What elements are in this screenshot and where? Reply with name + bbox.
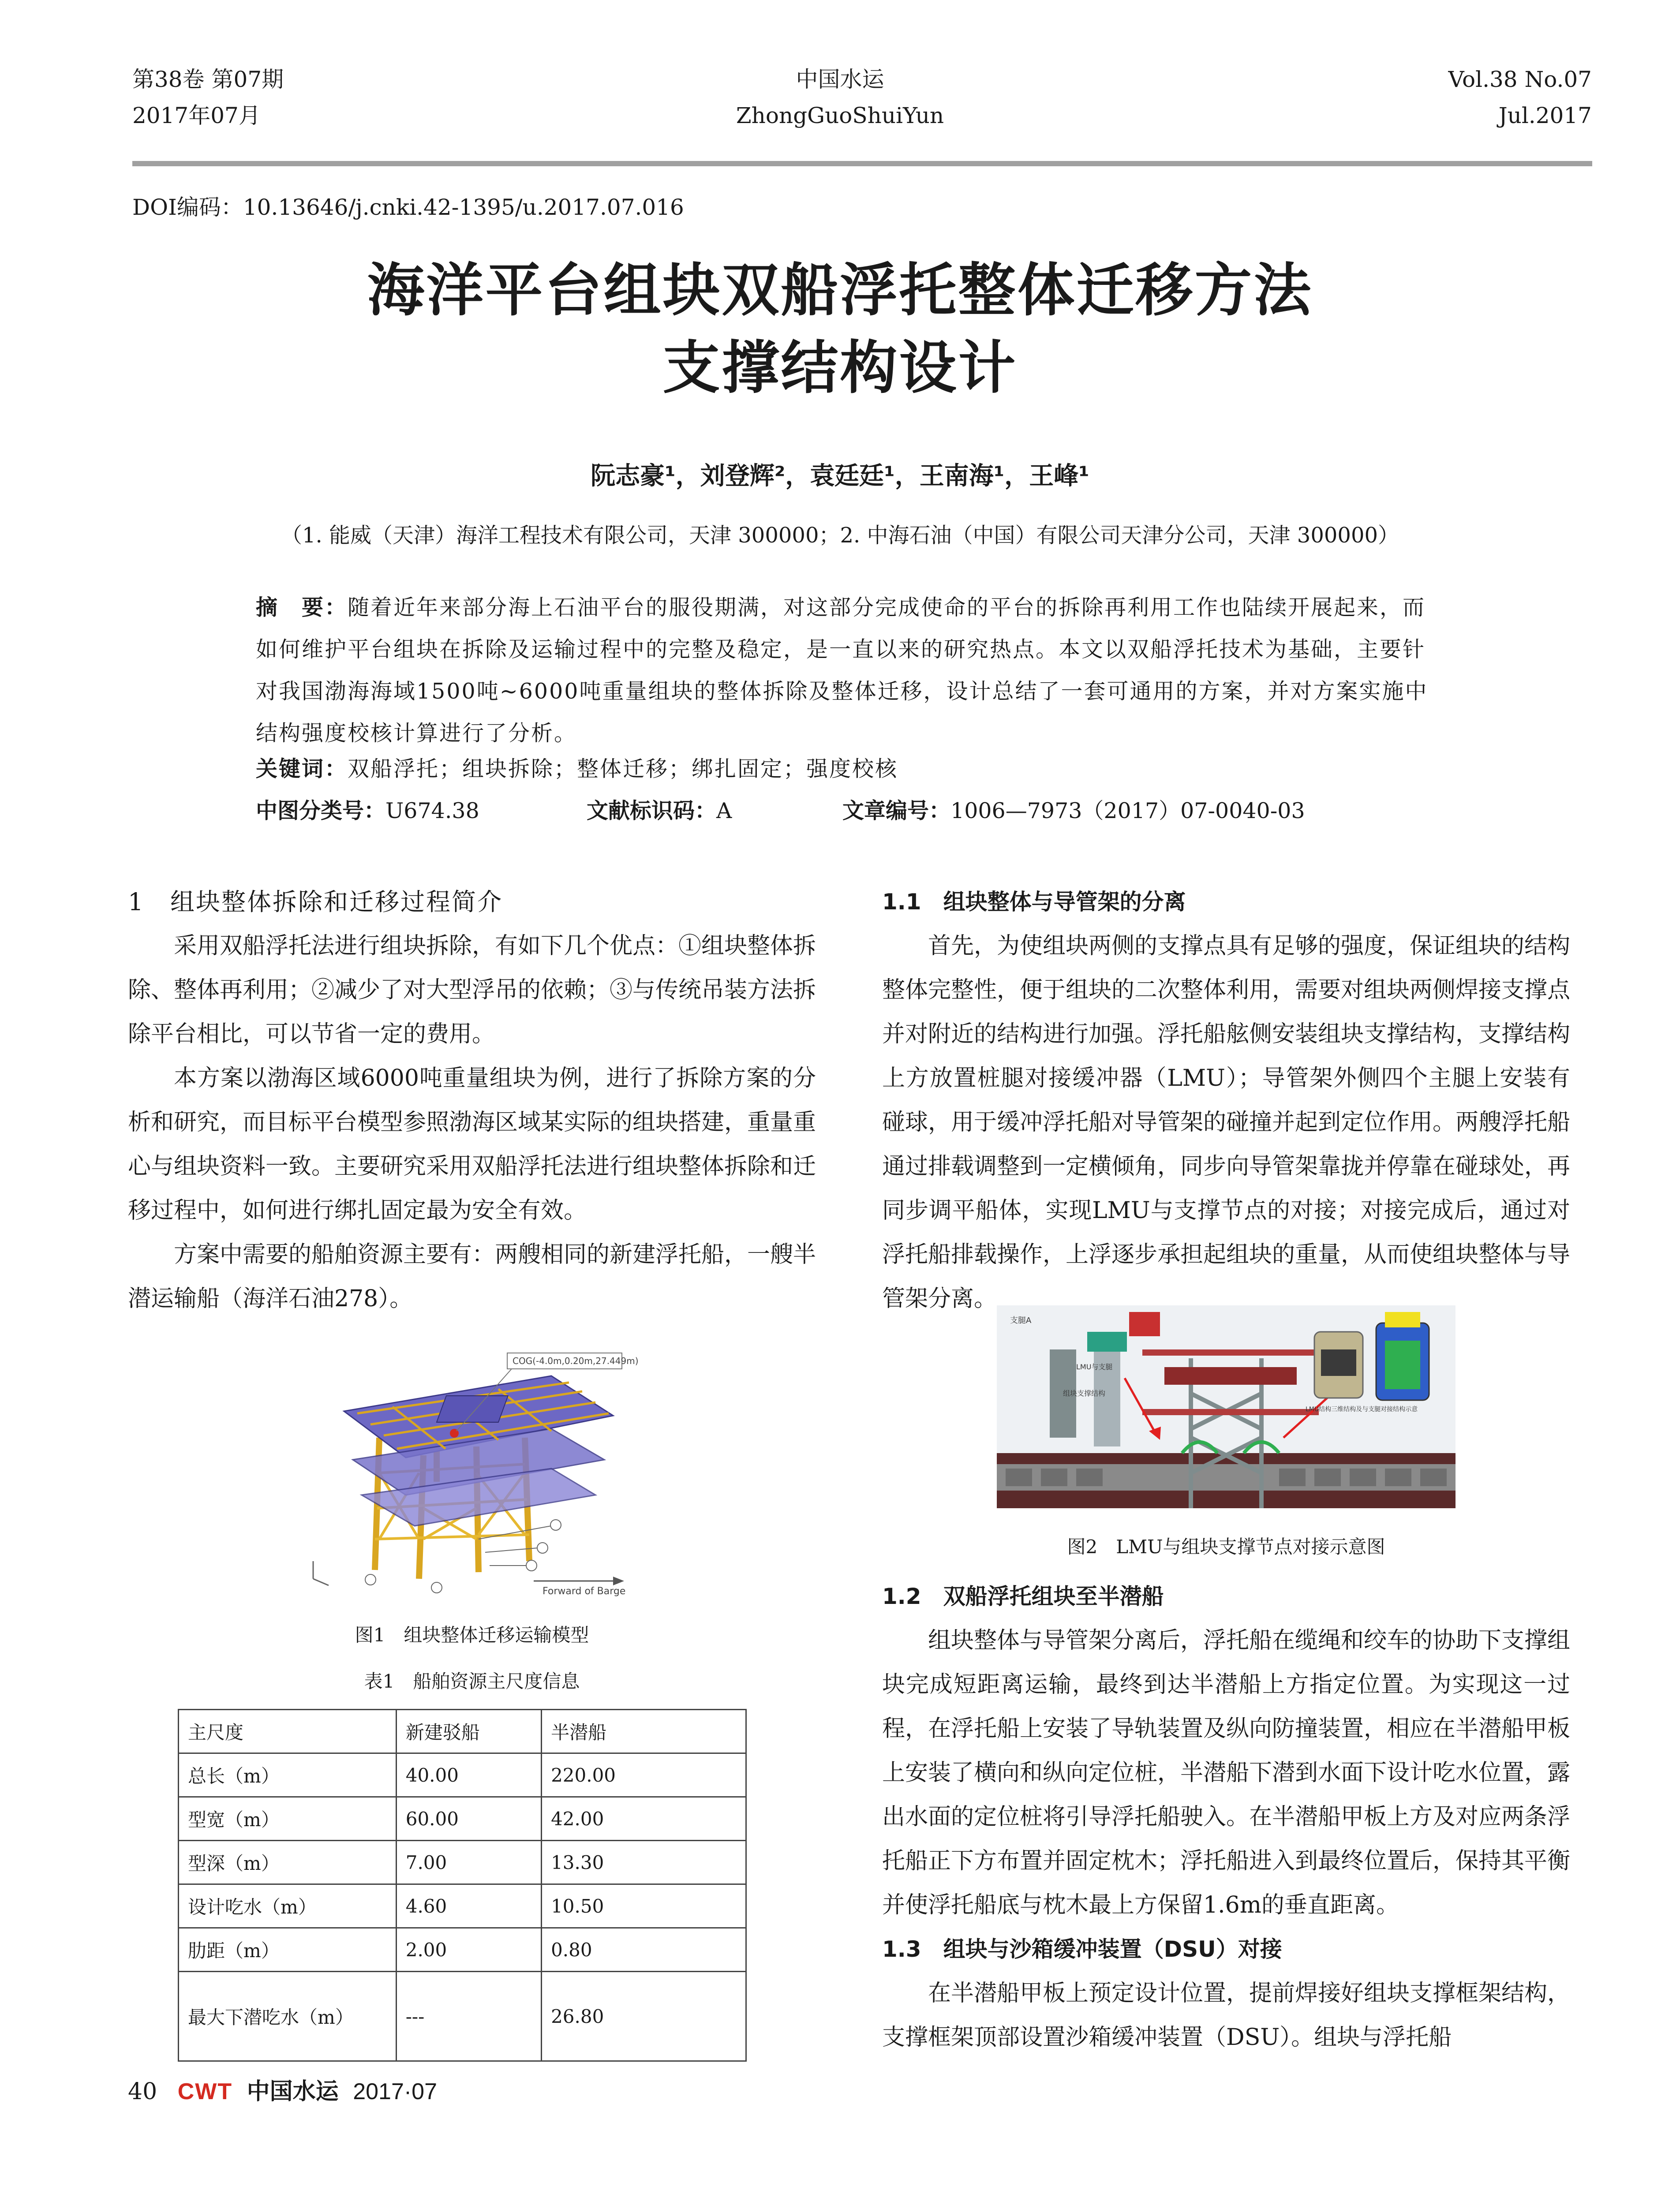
paragraph: 方案中需要的船舶资源主要有：两艘相同的新建浮托船，一艘半潜运输船（海洋石油278）。 bbox=[128, 1241, 816, 1312]
section-1-2-heading: 1.2 双船浮托组块至半潜船 bbox=[882, 1584, 1164, 1609]
doi-line: DOI编码：10.13646/j.cnki.42-1395/u.2017.07.016 bbox=[132, 194, 684, 220]
section-1-3-heading: 1.3 组块与沙箱缓冲装置（DSU）对接 bbox=[882, 1936, 1282, 1962]
section-1-heading: 1 组块整体拆除和迁移过程简介 bbox=[128, 888, 503, 916]
cog-label: COG(-4.0m,0.20m,27.449m) bbox=[513, 1356, 639, 1366]
section-1-1-heading: 1.1 组块整体与导管架的分离 bbox=[882, 889, 1186, 915]
clc-item bbox=[256, 794, 587, 825]
lmu-docking-illustration bbox=[997, 1305, 1456, 1508]
table-cell: 4.60 bbox=[396, 1884, 541, 1928]
table-row bbox=[179, 1928, 746, 1972]
keywords-label: 关键词： bbox=[256, 756, 348, 781]
leg-a-label: 支腿A bbox=[1010, 1316, 1032, 1325]
table-cell: 总长（m） bbox=[179, 1753, 397, 1797]
table-cell: 26.80 bbox=[542, 1972, 746, 2061]
figure-1-caption: 图1 组块整体迁移运输模型 bbox=[355, 1624, 589, 1646]
doc-code-label: 文献标识码： bbox=[587, 798, 717, 823]
classification-row bbox=[256, 794, 1447, 825]
page-number: 40 bbox=[128, 2078, 157, 2105]
lmu-3d-label: LMU结构三维结构及与支腿对接结构示意 bbox=[1306, 1406, 1418, 1413]
clc-label: 中图分类号： bbox=[256, 798, 386, 823]
table-header-cell: 半潜船 bbox=[542, 1710, 746, 1753]
table-cell: 60.00 bbox=[396, 1797, 541, 1841]
abstract-label: 摘 要： bbox=[256, 595, 348, 620]
table-cell: 肋距（m） bbox=[179, 1928, 397, 1972]
table-cell: 0.80 bbox=[542, 1928, 746, 1972]
doc-code-item bbox=[587, 794, 842, 825]
right-column-bottom bbox=[882, 1574, 1570, 2059]
table-cell: 13.30 bbox=[542, 1841, 746, 1884]
date-en-text: Jul.2017 bbox=[1498, 103, 1592, 128]
table-1-caption: 表1 船舶资源主尺度信息 bbox=[364, 1671, 580, 1692]
journal-name-cn: 中国水运 bbox=[796, 67, 884, 92]
table-cell: 2.00 bbox=[396, 1928, 541, 1972]
title-line-1: 海洋平台组块双船浮托整体迁移方法 bbox=[367, 256, 1313, 324]
journal-name-pinyin: ZhongGuoShuiYun bbox=[736, 103, 944, 128]
keywords bbox=[256, 752, 898, 783]
doc-code-value: A bbox=[716, 798, 732, 823]
article-no-value: 1006—7973（2017）07-0040-03 bbox=[950, 798, 1305, 823]
offshore-module-model-illustration bbox=[304, 1349, 640, 1596]
abstract bbox=[256, 587, 1447, 754]
table-row bbox=[179, 1753, 746, 1797]
forward-of-barge-label: Forward of Barge bbox=[543, 1586, 626, 1596]
affiliations: （1. 能威（天津）海洋工程技术有限公司，天津 300000；2. 中海石油（中国）有限公司天津分公司，天津 300000） bbox=[281, 523, 1399, 548]
issue-date-text: 2017年07月 bbox=[132, 103, 261, 128]
table-row bbox=[179, 1972, 746, 2061]
table-row bbox=[179, 1797, 746, 1841]
figure-2-caption: 图2 LMU与组块支撑节点对接示意图 bbox=[1067, 1536, 1385, 1558]
paragraph: 本方案以渤海区域6000吨重量组块为例，进行了拆除方案的分析和研究，而目标平台模型参照渤海区域某实际的组块搭建，重量重心与组块资料一致。主要研究采用双船浮托法进行组块整体拆除和迁移过程中，如何进行绑扎固定最为安全有效。 bbox=[128, 1065, 816, 1224]
cwt-logo: CWT bbox=[177, 2079, 233, 2104]
table-cell: 10.50 bbox=[542, 1884, 746, 1928]
footer-issue: 2017·07 bbox=[353, 2079, 438, 2104]
table-row bbox=[179, 1884, 746, 1928]
table-row bbox=[179, 1841, 746, 1884]
author-list: 阮志豪¹，刘登辉²，袁廷廷¹，王南海¹，王峰¹ bbox=[591, 462, 1089, 490]
figure-2 bbox=[997, 1305, 1456, 1508]
keywords-text: 双船浮托；组块拆除；整体迁移；绑扎固定；强度校核 bbox=[348, 756, 898, 781]
page-footer bbox=[128, 2073, 437, 2106]
paragraph: 在半潜船甲板上预定设计位置，提前焊接好组块支撑框架结构，支撑框架顶部设置沙箱缓冲装置（DSU）。组块与浮托船 bbox=[882, 1980, 1571, 2051]
table-cell: 最大下潜吃水（m） bbox=[179, 1972, 397, 2061]
abstract-text: 随着近年来部分海上石油平台的服役期满，对这部分完成使命的平台的拆除再利用工作也陆续开展起来，而如何维护平台组块在拆除及运输过程中的完整及稳定，是一直以来的研究热点。本文以双船浮托技术为基础，主要针对我国渤海海域1500吨~6000吨重量组块的整体拆除及整体迁移，设计总结了一套可通用的方案，并对方案实施中结构强度校核计算进行了分析。 bbox=[256, 595, 1428, 746]
article-no-item bbox=[842, 794, 1305, 825]
table-cell: --- bbox=[396, 1972, 541, 2061]
table-cell: 7.00 bbox=[396, 1841, 541, 1884]
table-header-cell: 主尺度 bbox=[179, 1710, 397, 1753]
header-rule bbox=[132, 161, 1592, 166]
clc-value: U674.38 bbox=[385, 798, 479, 823]
table-header-row bbox=[179, 1710, 746, 1753]
lmu-leg-label: LMU与支腿 bbox=[1076, 1363, 1113, 1371]
volume-issue-text: 第38卷 第07期 bbox=[132, 67, 284, 92]
paragraph: 采用双船浮托法进行组块拆除，有如下几个优点：①组块整体拆除、整体再利用；②减少了对大型浮吊的依赖；③与传统吊装方法拆除平台相比，可以节省一定的费用。 bbox=[128, 933, 816, 1047]
table-header-cell: 新建驳船 bbox=[396, 1710, 541, 1753]
footer-magazine: 中国水运 bbox=[247, 2078, 339, 2105]
right-column-top bbox=[882, 880, 1570, 1321]
volume-en-text: Vol.38 No.07 bbox=[1448, 67, 1592, 92]
journal-volume-en bbox=[1448, 66, 1592, 129]
title-line-2: 支撑结构设计 bbox=[662, 333, 1018, 401]
article-no-label: 文章编号： bbox=[842, 798, 951, 823]
support-structure-label: 组块支撑结构 bbox=[1063, 1389, 1106, 1398]
table-cell: 型深（m） bbox=[179, 1841, 397, 1884]
table-cell: 型宽（m） bbox=[179, 1797, 397, 1841]
paragraph: 组块整体与导管架分离后，浮托船在缆绳和绞车的协助下支撑组块完成短距离运输，最终到达半潜船上方指定位置。为实现这一过程，在浮托船上安装了导轨装置及纵向防撞装置，相应在半潜船甲板上安装了横向和纵向定位桩，半潜船下潜到水面下设计吃水位置，露出水面的定位桩将引导浮托船驶入。在半潜船甲板上方及对应两条浮托船正下方布置并固定枕木；浮托船进入到最终位置后，保持其平衡并使浮托船底与枕木最上方保留1.6m的垂直距离。 bbox=[882, 1627, 1571, 1918]
table-cell: 220.00 bbox=[542, 1753, 746, 1797]
paper-title bbox=[0, 251, 1680, 406]
table-cell: 设计吃水（m） bbox=[179, 1884, 397, 1928]
figure-1 bbox=[304, 1349, 640, 1596]
left-column bbox=[128, 880, 816, 1321]
table-cell: 42.00 bbox=[542, 1797, 746, 1841]
table-cell: 40.00 bbox=[396, 1753, 541, 1797]
ship-dimensions-table bbox=[178, 1709, 747, 2062]
journal-name bbox=[0, 66, 1680, 129]
paragraph: 首先，为使组块两侧的支撑点具有足够的强度，保证组块的结构整体完整性，便于组块的二次整体利用，需要对组块两侧焊接支撑点并对附近的结构进行加强。浮托船舷侧安装组块支撑结构，支撑结构上方放置桩腿对接缓冲器（LMU）；导管架外侧四个主腿上安装有碰球，用于缓冲浮托船对导管架的碰撞并起到定位作用。两艘浮托船通过排载调整到一定横倾角，同步向导管架靠拢并停靠在碰球处，再同步调平船体，实现LMU与支撑节点的对接；对接完成后，通过对浮托船排载操作，上浮逐步承担起组块的重量，从而使组块整体与导管架分离。 bbox=[882, 933, 1571, 1312]
